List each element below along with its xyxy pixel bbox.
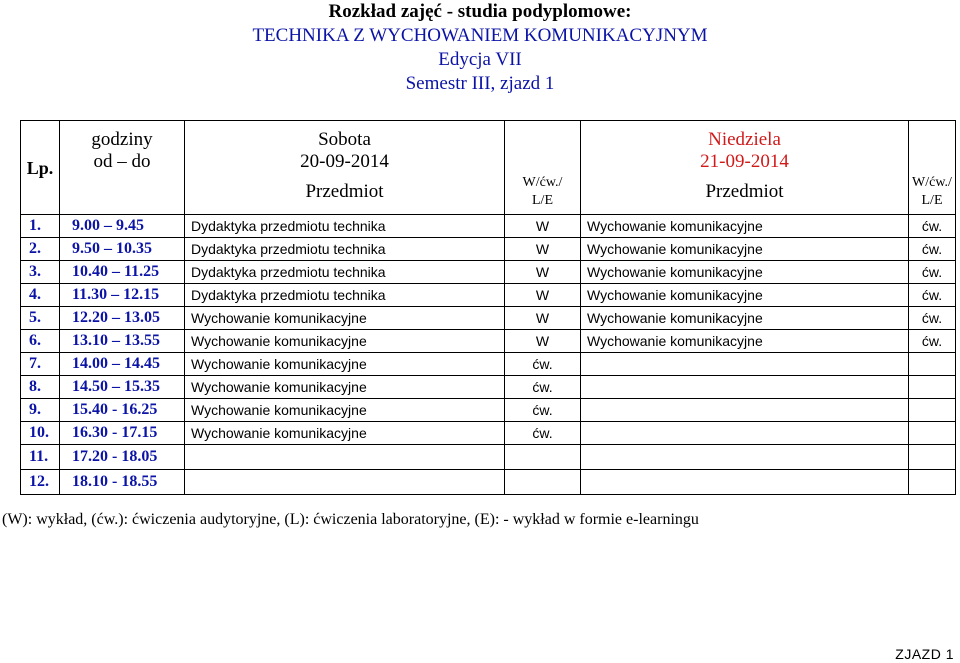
sunday-subject	[581, 353, 909, 376]
saturday-subject	[185, 470, 505, 495]
saturday-type: W	[505, 284, 581, 307]
table-row	[21, 307, 956, 330]
saturday-subject: Wychowanie komunikacyjne	[185, 399, 505, 422]
row-number: 11.	[21, 445, 60, 470]
sunday-type	[909, 422, 956, 445]
table-row	[21, 284, 956, 307]
row-time: 10.40 – 11.25	[60, 261, 185, 284]
saturday-date: 20-09-2014	[300, 151, 389, 172]
saturday-subject: Dydaktyka przedmiotu technika	[185, 238, 505, 261]
sunday-type	[909, 353, 956, 376]
saturday-subject: Wychowanie komunikacyjne	[185, 330, 505, 353]
sunday-subject	[581, 376, 909, 399]
table-row	[21, 238, 956, 261]
sunday-subject	[581, 399, 909, 422]
saturday-type: ćw.	[505, 376, 581, 399]
saturday-subject: Wychowanie komunikacyjne	[185, 422, 505, 445]
sunday-type	[909, 445, 956, 470]
row-time: 14.00 – 14.45	[60, 353, 185, 376]
saturday-subject: Dydaktyka przedmiotu technika	[185, 284, 505, 307]
row-number: 2.	[21, 238, 60, 261]
row-number: 12.	[21, 470, 60, 495]
doc-title: Rozkład zajęć - studia podyplomowe:	[328, 1, 632, 22]
header-lp: Lp.	[21, 121, 60, 215]
row-time: 16.30 - 17.15	[60, 422, 185, 445]
table-row	[21, 376, 956, 399]
sunday-subject: Wychowanie komunikacyjne	[581, 330, 909, 353]
sunday-subject	[581, 470, 909, 495]
sunday-type: ćw.	[909, 330, 956, 353]
sunday-date: 21-09-2014	[700, 151, 789, 172]
schedule-table	[20, 120, 956, 495]
saturday-subject: Wychowanie komunikacyjne	[185, 353, 505, 376]
sunday-type	[909, 399, 956, 422]
row-number: 10.	[21, 422, 60, 445]
semester: Semestr III, zjazd 1	[405, 73, 555, 94]
row-time: 12.20 – 13.05	[60, 307, 185, 330]
saturday-type: W	[505, 238, 581, 261]
saturday-type	[505, 445, 581, 470]
sunday-subject: Wychowanie komunikacyjne	[581, 307, 909, 330]
table-row	[21, 470, 956, 495]
saturday-type	[505, 470, 581, 495]
legend: (W): wykład, (ćw.): ćwiczenia audytoryjne, (L): ćwiczenia laboratoryjne, (E): - wykład w formie e-learningu	[2, 511, 699, 528]
row-number: 1.	[21, 215, 60, 238]
saturday-subject: Wychowanie komunikacyjne	[185, 307, 505, 330]
header-hours: godziny od – do	[60, 121, 185, 215]
program-name: TECHNIKA Z WYCHOWANIEM KOMUNIKACYJNYM	[252, 25, 708, 46]
row-time: 18.10 - 18.55	[60, 470, 185, 495]
sunday-subject: Wychowanie komunikacyjne	[581, 261, 909, 284]
row-number: 8.	[21, 376, 60, 399]
saturday-subject: Wychowanie komunikacyjne	[185, 376, 505, 399]
sunday-subject	[581, 422, 909, 445]
row-number: 7.	[21, 353, 60, 376]
row-number: 9.	[21, 399, 60, 422]
edition: Edycja VII	[438, 49, 522, 70]
sunday-type: ćw.	[909, 238, 956, 261]
row-time: 15.40 - 16.25	[60, 399, 185, 422]
saturday-type: W	[505, 307, 581, 330]
sunday-type: ćw.	[909, 261, 956, 284]
table-row	[21, 330, 956, 353]
sunday-subject	[581, 445, 909, 470]
saturday-type: W	[505, 261, 581, 284]
table-row	[21, 445, 956, 470]
row-time: 9.50 – 10.35	[60, 238, 185, 261]
sunday-subject: Wychowanie komunikacyjne	[581, 238, 909, 261]
row-number: 4.	[21, 284, 60, 307]
header-sunday	[581, 121, 909, 215]
row-time: 9.00 – 9.45	[60, 215, 185, 238]
table-row	[21, 422, 956, 445]
sunday-type	[909, 470, 956, 495]
saturday-type: W	[505, 330, 581, 353]
footer-label: ZJAZD 1	[895, 646, 954, 662]
saturday-type: ćw.	[505, 399, 581, 422]
row-time: 13.10 – 13.55	[60, 330, 185, 353]
header-saturday	[185, 121, 505, 215]
saturday-type: ćw.	[505, 353, 581, 376]
saturday-subject: Dydaktyka przedmiotu technika	[185, 261, 505, 284]
sunday-label: Niedziela	[708, 129, 781, 150]
sunday-type	[909, 376, 956, 399]
sunday-subject: Wychowanie komunikacyjne	[581, 284, 909, 307]
saturday-type: ćw.	[505, 422, 581, 445]
row-number: 5.	[21, 307, 60, 330]
row-number: 6.	[21, 330, 60, 353]
saturday-label: Sobota	[318, 129, 371, 150]
row-time: 11.30 – 12.15	[60, 284, 185, 307]
table-row	[21, 353, 956, 376]
sunday-subject: Wychowanie komunikacyjne	[581, 215, 909, 238]
row-time: 14.50 – 15.35	[60, 376, 185, 399]
table-row	[21, 399, 956, 422]
saturday-subject-label: Przedmiot	[305, 181, 384, 202]
saturday-type: W	[505, 215, 581, 238]
sunday-type: ćw.	[909, 284, 956, 307]
saturday-subject	[185, 445, 505, 470]
table-row	[21, 261, 956, 284]
row-number: 3.	[21, 261, 60, 284]
sunday-subject-label: Przedmiot	[705, 181, 784, 202]
table-row	[21, 215, 956, 238]
row-time: 17.20 - 18.05	[60, 445, 185, 470]
header-sunday-type: W/ćw./ L/E	[909, 121, 956, 215]
header-saturday-type: W/ćw./ L/E	[505, 121, 581, 215]
sunday-type: ćw.	[909, 307, 956, 330]
saturday-subject: Dydaktyka przedmiotu technika	[185, 215, 505, 238]
sunday-type: ćw.	[909, 215, 956, 238]
